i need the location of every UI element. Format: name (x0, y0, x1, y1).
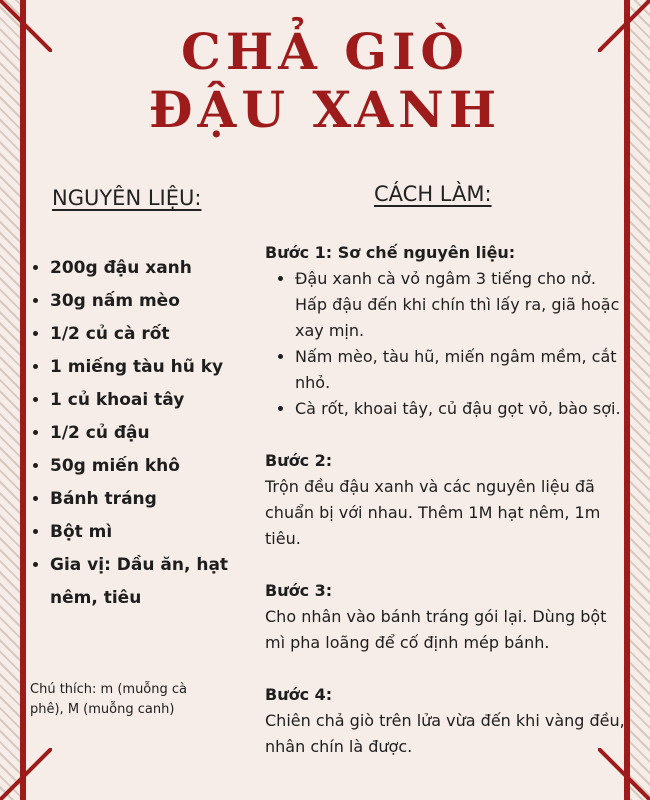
ingredient-item: • 1 củ khoai tây (50, 384, 240, 417)
ingredients-list (30, 252, 240, 615)
step1-bullet: • Cà rốt, khoai tây, củ đậu gọt vỏ, bào sợi. (295, 396, 625, 422)
method-steps (265, 240, 625, 760)
ingredient-item: • 1/2 củ đậu (50, 417, 240, 450)
step4-text: Chiên chả giò trên lửa vừa đến khi vàng đều, nhân chín là được. (265, 711, 625, 756)
step3-text: Cho nhân vào bánh tráng gói lại. Dùng bột mì pha loãng để cố định mép bánh. (265, 607, 607, 652)
ingredient-item: • 1/2 củ cà rốt (50, 318, 240, 351)
corner-ornament-bottom-left (0, 748, 52, 800)
method-heading: CÁCH LÀM: (374, 182, 492, 206)
step4-title: Bước 4: (265, 685, 333, 704)
ingredient-item: • 200g đậu xanh (50, 252, 240, 285)
ingredient-item: • Bột mì (50, 516, 240, 549)
step2-title: Bước 2: (265, 451, 333, 470)
ingredient-item: • 1 miếng tàu hũ ky (50, 351, 240, 384)
recipe-title-line1: CHẢ GIÒ (181, 22, 469, 81)
step2-text: Trộn đều đậu xanh và các nguyên liệu đã chuẩn bị với nhau. Thêm 1M hạt nêm, 1m tiêu. (265, 477, 601, 548)
ingredient-item: • 50g miến khô (50, 450, 240, 483)
ingredient-item: • Bánh tráng (50, 483, 240, 516)
step1-bullet: • Nấm mèo, tàu hũ, miến ngâm mềm, cắt nhỏ. (295, 344, 625, 396)
measurement-note: Chú thích: m (muỗng cà phê), M (muỗng canh) (30, 682, 187, 717)
ingredient-item: • 30g nấm mèo (50, 285, 240, 318)
ingredients-heading: NGUYÊN LIỆU: (52, 186, 202, 210)
step1-list (265, 266, 625, 422)
ingredient-item: • Gia vị: Dầu ăn, hạt nêm, tiêu (50, 549, 240, 615)
recipe-title-line2: ĐẬU XANH (148, 80, 502, 139)
step1-bullet: • Đậu xanh cà vỏ ngâm 3 tiếng cho nở. Hấp đậu đến khi chín thì lấy ra, giã hoặc xay mịn. (295, 266, 625, 344)
step3-title: Bước 3: (265, 581, 333, 600)
step1-title: Bước 1: Sơ chế nguyên liệu: (265, 243, 516, 262)
